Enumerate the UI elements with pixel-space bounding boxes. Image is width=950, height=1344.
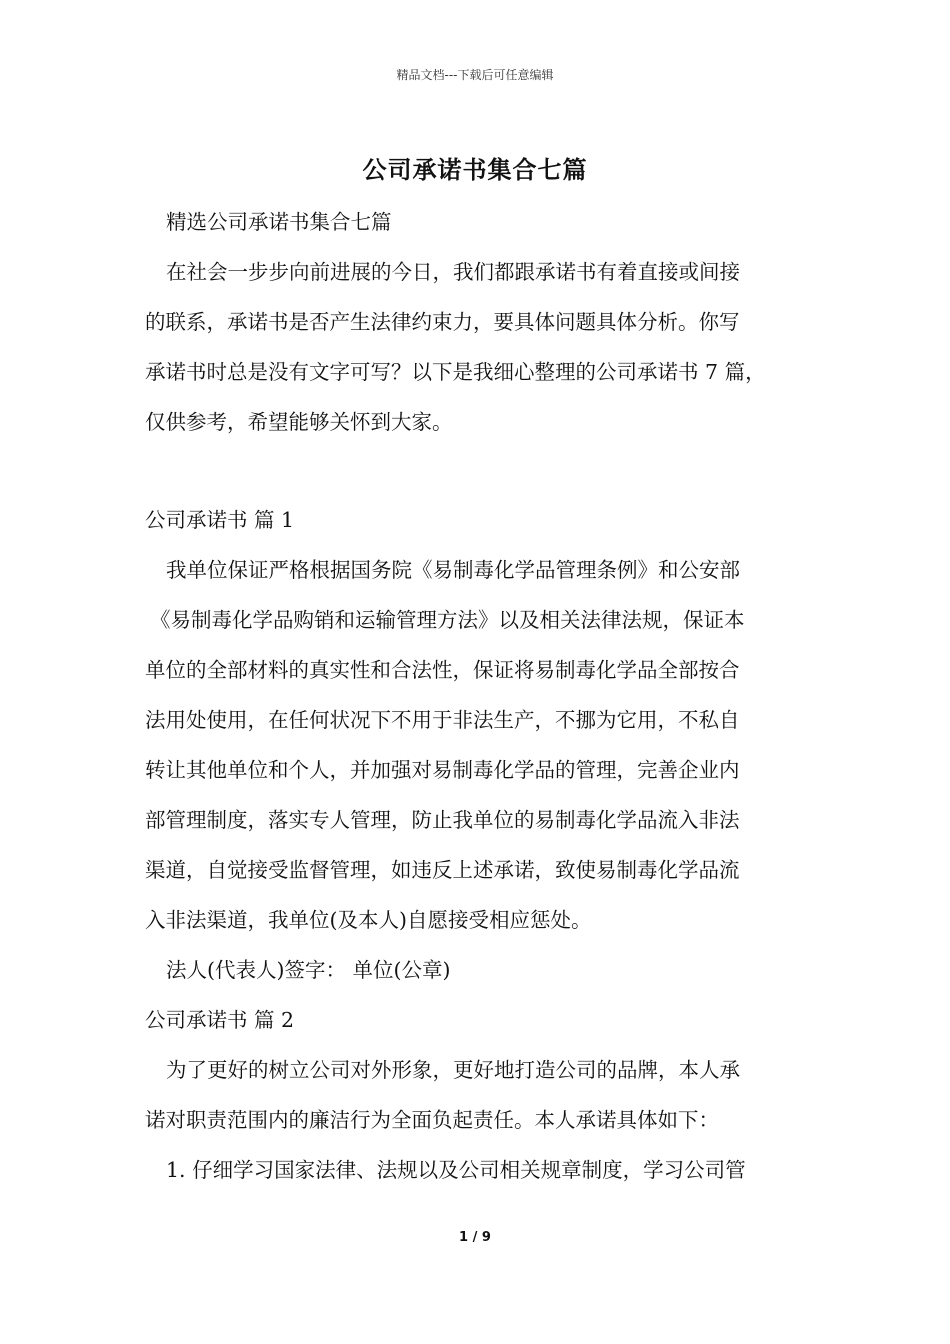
section1-line-5: 转让其他单位和个人，并加强对易制毒化学品的管理，完善企业内 — [145, 758, 740, 782]
signature-line: 法人(代表人)签字： 单位(公章) — [166, 958, 451, 982]
section-heading-1: 公司承诺书 篇 1 — [145, 508, 295, 532]
intro-line-2: 的联系，承诺书是否产生法律约束力，要具体问题具体分析。你写 — [145, 310, 740, 334]
document-title: 公司承诺书集合七篇 — [362, 155, 588, 184]
header-note: 精品文档---下载后可任意编辑 — [396, 68, 554, 82]
section1-line-1: 我单位保证严格根据国务院《易制毒化学品管理条例》和公安部 — [166, 558, 740, 582]
section1-line-7: 渠道，自觉接受监督管理，如违反上述承诺，致使易制毒化学品流 — [145, 858, 740, 882]
subtitle-line: 精选公司承诺书集合七篇 — [166, 210, 392, 234]
section2-line-2: 诺对职责范围内的廉洁行为全面负起责任。本人承诺具体如下： — [145, 1108, 719, 1132]
section1-line-6: 部管理制度，落实专人管理，防止我单位的易制毒化学品流入非法 — [145, 808, 740, 832]
section1-line-2: 《易制毒化学品购销和运输管理方法》以及相关法律法规，保证本 — [150, 608, 745, 632]
section-heading-2: 公司承诺书 篇 2 — [145, 1008, 295, 1032]
intro-line-3: 承诺书时总是没有文字可写？以下是我细心整理的公司承诺书 7 篇， — [145, 360, 766, 384]
page-number: 1 / 9 — [459, 1230, 491, 1245]
section2-line-3: 1. 仔细学习国家法律、法规以及公司相关规章制度，学习公司管 — [166, 1158, 746, 1182]
intro-line-1: 在社会一步步向前进展的今日，我们都跟承诺书有着直接或间接 — [166, 260, 740, 284]
section1-line-3: 单位的全部材料的真实性和合法性，保证将易制毒化学品全部按合 — [145, 658, 740, 682]
section1-line-8: 入非法渠道，我单位(及本人)自愿接受相应惩处。 — [145, 908, 592, 932]
section2-line-1: 为了更好的树立公司对外形象，更好地打造公司的品牌，本人承 — [166, 1058, 740, 1082]
intro-line-4: 仅供参考，希望能够关怀到大家。 — [145, 410, 453, 434]
section1-line-4: 法用处使用，在任何状况下不用于非法生产，不挪为它用，不私自 — [145, 708, 740, 732]
